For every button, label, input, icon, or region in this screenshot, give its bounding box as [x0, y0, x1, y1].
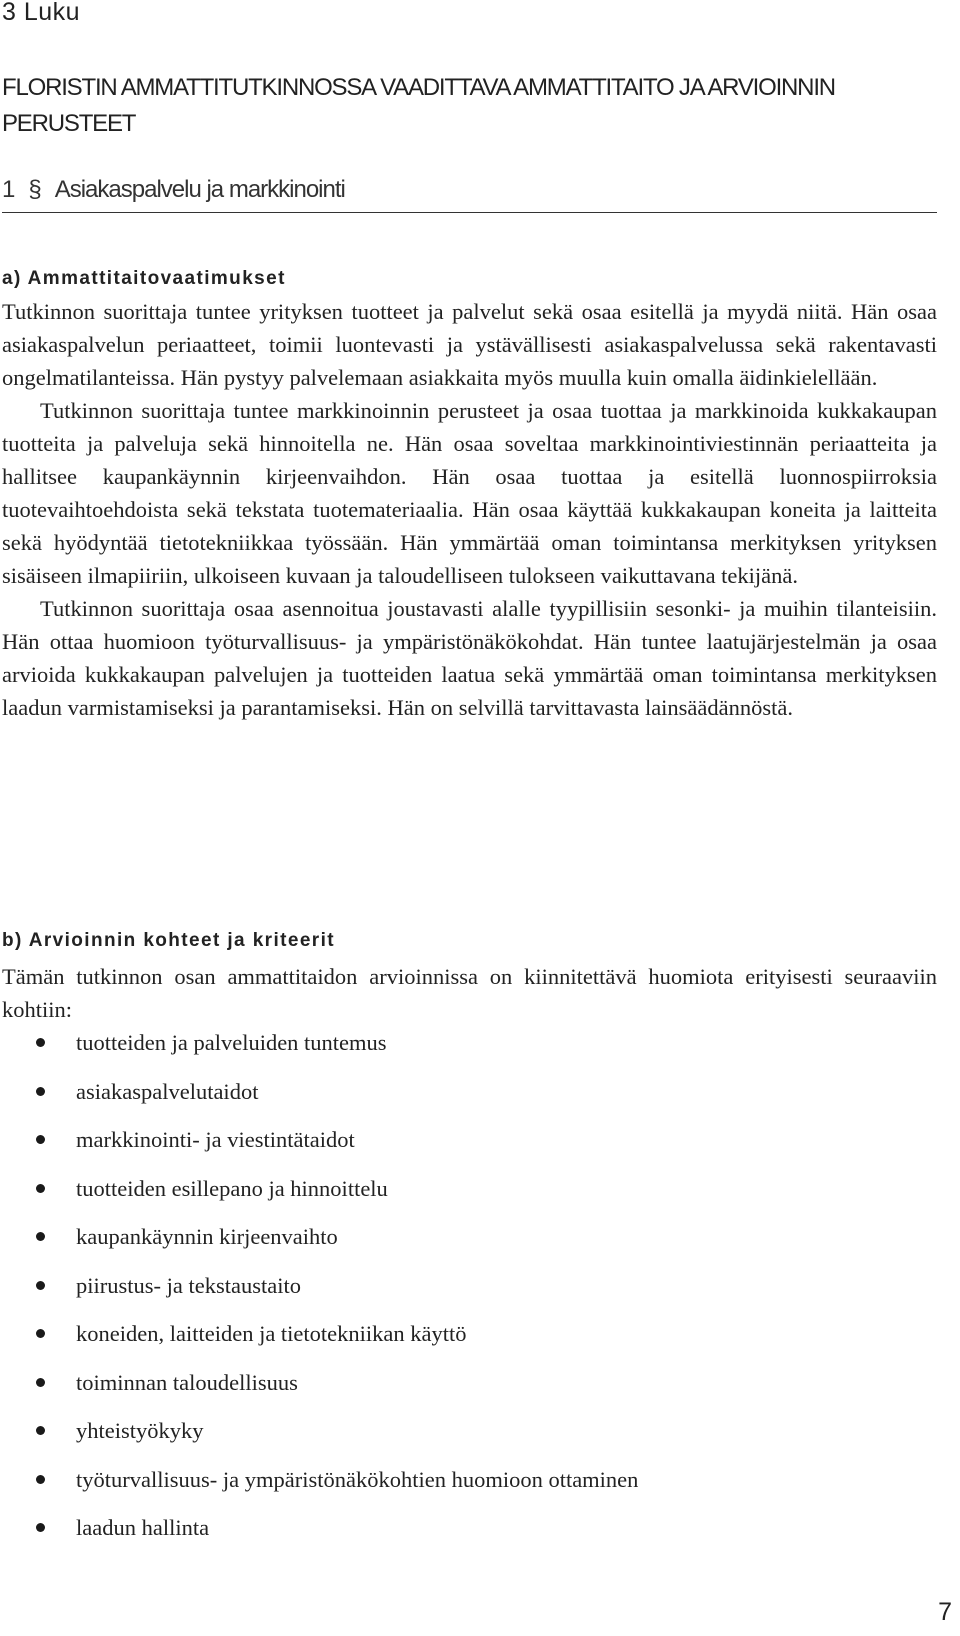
- list-item-text: toiminnan taloudellisuus: [76, 1369, 298, 1395]
- list-item-text: kaupankäynnin kirjeenvaihto: [76, 1224, 338, 1249]
- chapter-label: 3 Luku: [2, 0, 81, 26]
- section-number: 1: [2, 176, 15, 203]
- list-item: [0, 1176, 935, 1225]
- assessment-intro: [2, 960, 937, 1026]
- list-item: [0, 1030, 935, 1079]
- assessment-intro-paragraph: Tämän tutkinnon osan ammattitaidon arvioinnissa on kiinnitettävä huomiota erityisesti seuraaviin kohtiin:: [2, 964, 937, 1022]
- heading-ammattitaitovaatimukset: a) Ammattitaitovaatimukset: [2, 268, 286, 289]
- list-item: [0, 1224, 935, 1273]
- section-heading: [2, 176, 937, 213]
- bullet-icon: [36, 1087, 45, 1096]
- requirements-paragraph-1: Tutkinnon suorittaja tuntee yrityksen tuotteet ja palvelut sekä osaa esitellä ja myydä niitä. Hän osaa asiakaspalvelun periaatteet, toimii luontevasti ja ystävällisesti asiakaspalvelussa sekä rakentavasti ongelmatilanteissa. Hän pystyy palvelemaan asiakkaita myös muulla kuin omalla äidinkielellään.: [2, 299, 937, 390]
- requirements-paragraph-3: Tutkinnon suorittaja osaa asennoitua joustavasti alalle tyypillisiin sesonki- ja muihin tilanteisiin. Hän ottaa huomioon työturvallisuus- ja ympäristönäkökohdat. Hän tuntee laatujärjestelmän ja osaa arvioida kukkakaupan palvelujen ja tuotteiden laatua sekä ymmärtää oman toimintansa merkityksen laadun varmistamiseksi ja parantamiseksi. Hän on selvillä tarvittavasta lainsäädännöstä.: [2, 596, 937, 720]
- bullet-icon: [36, 1184, 45, 1193]
- list-item-text: piirustus- ja tekstaustaito: [76, 1272, 301, 1298]
- list-item-text: laadun hallinta: [76, 1515, 210, 1540]
- bullet-icon: [36, 1378, 45, 1387]
- list-item-text: tuotteiden ja palveluiden tuntemus: [76, 1030, 387, 1055]
- list-item: [0, 1127, 935, 1176]
- bullet-icon: [36, 1232, 45, 1241]
- page-number: 7: [938, 1598, 952, 1626]
- assessment-criteria-list: [0, 1030, 935, 1564]
- list-item-text: tuotteiden esillepano ja hinnoittelu: [76, 1175, 388, 1201]
- list-item-text: markkinointi- ja viestintätaidot: [76, 1127, 355, 1152]
- bullet-icon: [36, 1329, 45, 1338]
- section-title: Asiakaspalvelu ja markkinointi: [54, 176, 345, 203]
- list-item: [0, 1467, 935, 1516]
- list-item: [0, 1321, 935, 1370]
- list-item-text: koneiden, laitteiden ja tietotekniikan käyttö: [76, 1321, 467, 1346]
- main-title: FLORISTIN AMMATTITUTKINNOSSA VAADITTAVA AMMATTITAITO JA ARVIOINNIN PERUSTEET: [2, 74, 835, 137]
- bullet-icon: [36, 1281, 45, 1290]
- bullet-icon: [36, 1475, 45, 1484]
- bullet-icon: [36, 1135, 45, 1144]
- list-item: [0, 1515, 935, 1564]
- list-item-text: asiakaspalvelutaidot: [76, 1078, 259, 1104]
- list-item: [0, 1418, 935, 1467]
- list-item: [0, 1370, 935, 1419]
- list-item: [0, 1079, 935, 1128]
- requirements-text: [2, 295, 937, 724]
- list-item-text: yhteistyökyky: [76, 1418, 204, 1443]
- list-item: [0, 1273, 935, 1322]
- bullet-icon: [36, 1426, 45, 1435]
- list-item-text: työturvallisuus- ja ympäristönäkökohtien huomioon ottaminen: [76, 1466, 639, 1492]
- section-symbol: §: [28, 176, 41, 203]
- bullet-icon: [36, 1038, 45, 1047]
- requirements-paragraph-2: Tutkinnon suorittaja tuntee markkinoinnin perusteet ja osaa tuottaa ja markkinoida kukkakaupan tuotteita ja palveluja sekä hinnoitella ne. Hän osaa soveltaa markkinointiviestinnän periaatteita ja hallitsee kaupankäynnin kirjeenvaihdon. Hän osaa tuottaa ja esitellä luonnospiirroksia tuotevaihtoehdoista sekä tekstata tuotemateriaalia. Hän osaa käyttää kukkakaupan koneita ja laitteita sekä hyödyntää tietotekniikkaa työssään. Hän ymmärtää oman toimintansa merkityksen yrityksen sisäiseen ilmapiiriin, ulkoiseen kuvaan ja taloudelliseen tulokseen vaikuttavana tekijänä.: [2, 398, 937, 588]
- heading-arvioinnin-kohteet: b) Arvioinnin kohteet ja kriteerit: [2, 930, 335, 951]
- bullet-icon: [36, 1523, 45, 1532]
